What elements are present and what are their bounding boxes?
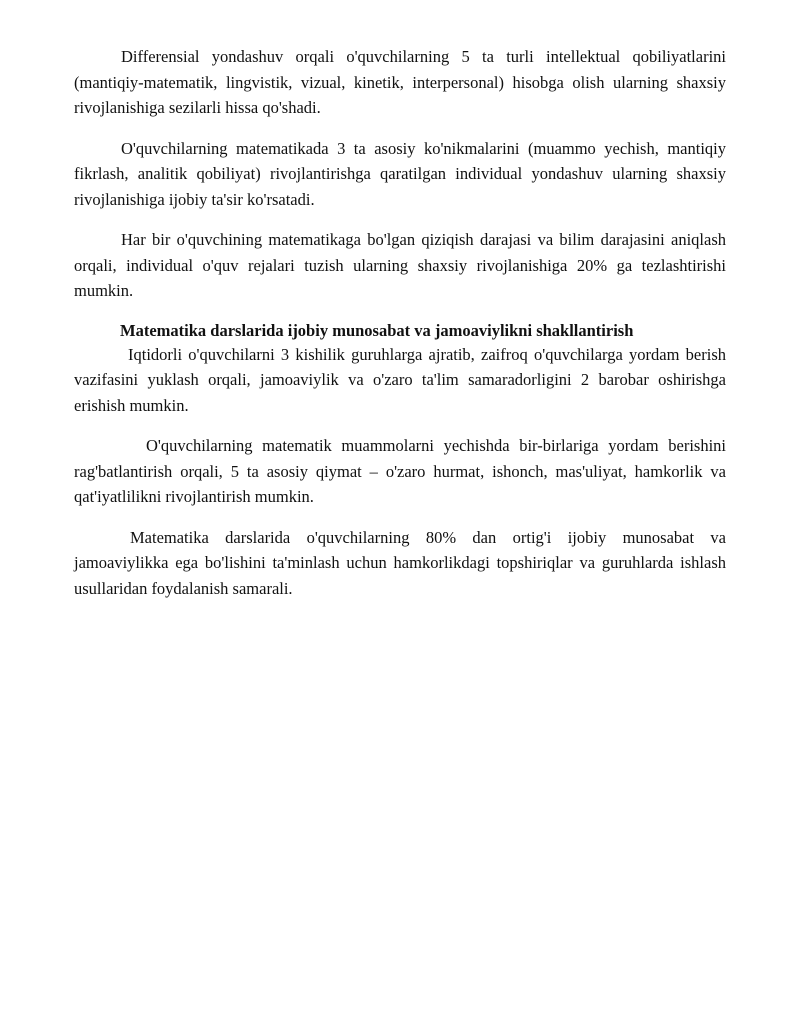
document-page (74, 44, 726, 616)
paragraph-mutual-help: O'quvchilarning matematik muammolarni yechishda bir-birlariga yordam berishini rag'batlantirish orqali, 5 ta asosiy qiymat – o'zaro hurmat, ishonch, mas'uliyat, hamkorlik va qat'iyatlilikni rivojlantirish mumkin. (74, 436, 726, 506)
paragraph-interest-level: Har bir o'quvchining matematikaga bo'lgan qiziqish darajasi va bilim darajasini aniqlash orqali, individual o'quv rejalari tuzish ularning shaxsiy rivojlanishiga 20% ga tezlashtirishi mumkin. (74, 230, 726, 300)
section-heading: Matematika darslarida ijobiy munosabat va jamoaviylikni shakllantirish (120, 320, 634, 340)
paragraph-core-skills: O'quvchilarning matematikada 3 ta asosiy ko'nikmalarini (muammo yechish, mantiqiy fikrlash, analitik qobiliyat) rivojlantirishga qaratilgan individual yondashuv ularning shaxsiy rivojlanishiga ijobiy ta'sir ko'rsatadi. (74, 138, 726, 209)
paragraph-positive-attitude: Matematika darslarida o'quvchilarning 80% dan ortig'i ijobiy munosabat va jamoaviylikka ega bo'lishini ta'minlash uchun hamkorlikdagi topshiriqlar va guruhlarda ishlash usullaridan foydalanish samarali. (74, 527, 726, 598)
paragraph-differentiated-approach: Differensial yondashuv orqali o'quvchilarning 5 ta turli intellektual qobiliyatlarini (mantiqiy-matematik, lingvistik, vizual, kinetik, interpersonal) hisobga olish ularning shaxsiy rivojlanishiga sezilarli hissa qo'shadi. (74, 47, 726, 117)
paragraph-group-work: Iqtidorli o'quvchilarni 3 kishilik guruhlarga ajratib, zaifroq o'quvchilarga yordam berish vazifasini yuklash orqali, jamoaviylik va o'zaro ta'lim samaradorligini 2 barobar oshirishga erishish mumkin. (74, 344, 726, 415)
